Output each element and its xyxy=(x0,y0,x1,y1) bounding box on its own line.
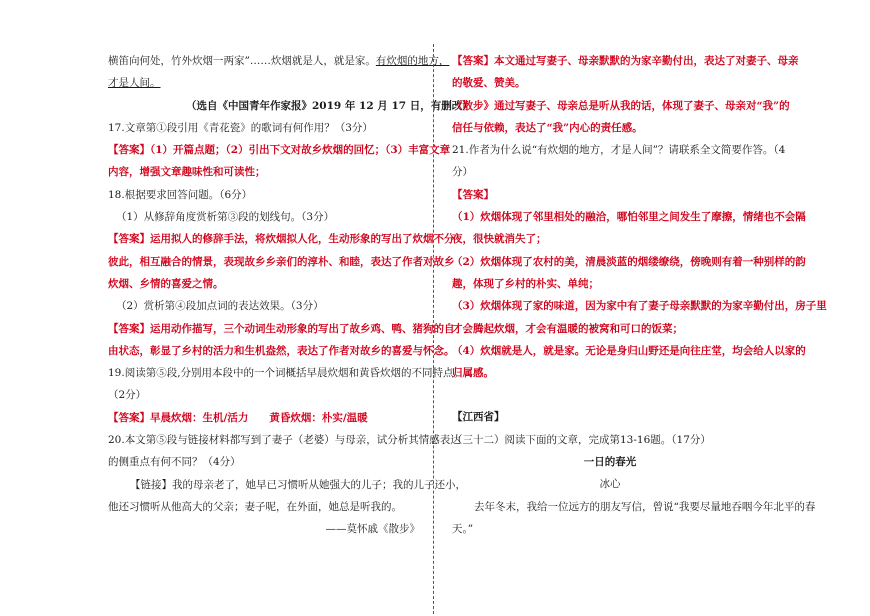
question-17: 17.文章第①段引用《青花瓷》的歌词有何作用？（3分） xyxy=(108,121,373,134)
answer-18-2: 【答案】运用动作描写，三个动词生动形象的写出了故乡鸡、鸭、猪狗的自 xyxy=(108,322,455,335)
question-18: 18.根据要求回答问题。（6分） xyxy=(108,188,253,201)
right-column xyxy=(452,50,827,540)
answer-17: 【答案】（1）开篇点题；（2）引出下文对故乡炊烟的回忆；（3）丰富文章 xyxy=(108,144,451,157)
article-author: 冰心 xyxy=(599,478,621,491)
answer-19: 【答案】早晨炊烟：生机/活力 黄昏炊烟：朴实/温暖 xyxy=(108,411,368,424)
underlined-text: 有炊烟的地方， xyxy=(375,55,450,67)
answer-21-3: （3）炊烟体现了家的味道，因为家中有了妻子母亲默默的为家辛勤付出，房子里 xyxy=(452,300,827,313)
reading-intro: （三十二）阅读下面的文章，完成第13-16题。（17分） xyxy=(452,433,711,446)
question-21: 21.作者为什么说“有炊烟的地方，才是人间”？请联系全文简要作答。（4 xyxy=(452,144,786,157)
column-divider xyxy=(433,44,434,614)
text-line xyxy=(108,72,426,94)
text-line: 横笛向何处，竹外炊烟一两家”……炊烟就是人，就是家。有炊烟的地方， xyxy=(108,55,450,67)
answer-18-1: 【答案】运用拟人的修辞手法，将炊烟拟人化，生动形象的写出了炊烟不分 xyxy=(108,233,455,246)
answer-17-cont: 内容，增强文章趣味性和可读性； xyxy=(108,166,266,179)
answer-21-1-cont: 夜，很快就消失了； xyxy=(452,233,547,246)
answer-20: 【答案】本文通过写妻子、母亲默默的为家辛勤付出，表达了对妻子、母亲 xyxy=(452,55,799,67)
question-21-cont: 分） xyxy=(452,166,473,179)
question-20-cont: 的侧重点有何不同？（4分） xyxy=(108,456,241,469)
spacer xyxy=(452,384,768,406)
article-title: 一日的春光 xyxy=(583,456,637,469)
link-material-cont: 他还习惯听从他高大的父亲；妻子呢，在外面，她总是听我的。 xyxy=(108,500,402,513)
answer-21-4-cont: 归属感。 xyxy=(452,367,494,380)
article-paragraph: 去年冬末，我给一位远方的朋友写信，曾说“我要尽量地吞咽今年北平的春 xyxy=(474,500,816,513)
link-material: 【链接】我的母亲老了，她早已习惯听从她强大的儿子；我的儿子还小， xyxy=(130,478,466,491)
answer-20-cont: 信任与依赖，表达了“我”内心的责任感。 xyxy=(452,121,643,134)
article-paragraph-cont: 天。” xyxy=(452,522,474,535)
answer-18-1-cont: 炊烟、乡情的喜爱之情。 xyxy=(108,277,224,290)
underlined-text: 才是人间。 xyxy=(108,77,161,90)
answer-21-4: （4）炊烟就是人，就是家。无论是身归山野还是向往庄堂，均会给人以家的 xyxy=(452,344,806,357)
question-18-1: （1）从修辞角度赏析第③段的划线句。（3分） xyxy=(116,211,335,224)
answer-21-1: （1）炊烟体现了邻里相处的融洽，哪怕邻里之间发生了摩擦，情绪也不会隔 xyxy=(452,211,806,224)
answer-21-label: 【答案】 xyxy=(452,188,494,201)
answer-18-2-cont: 由状态，彰显了乡村的活力和生机盎然，表达了作者对故乡的喜爱与怀念。 xyxy=(108,344,455,357)
answer-21-3-cont: 才会腾起炊烟，才会有温暖的被窝和可口的饭菜； xyxy=(452,322,683,335)
answer-21-2: （2）炊烟体现了农村的美，清晨淡蓝的烟缕缭绕，傍晚则有着一种别样的韵 xyxy=(452,255,806,268)
link-source: ——莫怀戚《散步》 xyxy=(325,523,420,536)
question-18-2: （2）赏析第④段加点词的表达效果。（3分） xyxy=(116,300,324,313)
question-19-cont: （2分） xyxy=(108,389,147,402)
article-source: （选自《中国青年作家报》2019 年 12 月 17 日，有删改） xyxy=(186,99,473,112)
answer-20-cont: 的敬爱、赞美。 xyxy=(452,77,526,90)
question-20: 20.本文第⑤段与链接材料都写到了妻子（老婆）与母亲，试分析其情感表达 xyxy=(108,434,461,447)
answer-18-1-cont: 彼此，相互融合的情景，表现故乡乡亲们的淳朴、和睦，表达了作者对故乡 xyxy=(108,255,455,268)
answer-20-cont: 《散步》通过写妻子、母亲总是听从我的话，体现了妻子、母亲对“我”的 xyxy=(452,99,790,112)
answer-21-2-cont: 趣，体现了乡村的朴实、单纯； xyxy=(452,277,599,290)
question-19: 19.阅读第⑤段,分别用本段中的一个词概括早晨炊烟和黄昏炊烟的不同特点。 xyxy=(108,367,465,380)
province-heading: 【江西省】 xyxy=(452,411,505,424)
